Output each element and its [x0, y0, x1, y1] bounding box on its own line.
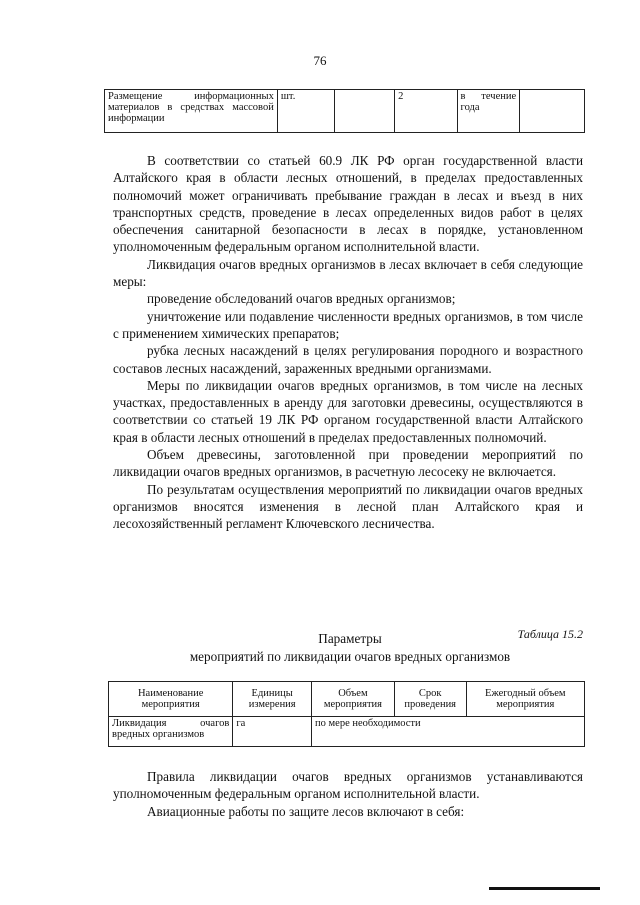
table-cell-extra	[520, 90, 585, 133]
params-title: Параметры	[318, 631, 382, 646]
paragraph: уничтожение или подавление численности вредных организмов, в том числе с применением химических препаратов;	[113, 308, 583, 341]
table-cell-name: Ликвидация очагов вредных организмов	[109, 717, 233, 747]
paragraph: Меры по ликвидации очагов вредных организмов, в том числе на лесных участках, предоставленных в аренду для заготовки древесины, осуществляются в соответствии со статьей 19 ЛК РФ органом государственной власти Алтайского края в области лесных отношений в пределах предоставленных полномочий.	[113, 377, 583, 445]
paragraph: Авиационные работы по защите лесов включают в себя:	[147, 803, 465, 819]
table-cell-quantity: 2	[395, 90, 457, 133]
table-cell-term: в течение года	[457, 90, 520, 133]
table-cell-merged: по мере необходимости	[312, 717, 585, 747]
params-subtitle: мероприятий по ликвидации очагов вредных организмов	[189, 649, 511, 664]
table-cell-empty	[335, 90, 395, 133]
table-cell-name: Размещение информационных материалов в средствах массовой информации	[105, 90, 278, 133]
paragraph: По результатам осуществления мероприятий по ликвидации очагов вредных организмов вносятся изменения в лесной план Алтайского края и лесохозяйственный регламент Ключевского лесничества.	[113, 481, 583, 532]
table-header-row	[109, 682, 585, 717]
params-table	[108, 681, 585, 747]
paragraph: Правила ликвидации очагов вредных организмов устанавливаются уполномоченным федеральным органом исполнительной власти.	[113, 769, 583, 802]
body-text-2	[113, 768, 583, 820]
column-header: Срок проведения	[394, 682, 466, 717]
table-row	[105, 90, 585, 133]
column-header: Ежегодный объем мероприятия	[466, 682, 584, 717]
paragraph: Объем древесины, заготовленной при проведении мероприятий по ликвидации очагов вредных организмов, в расчетную лесосеку не включается.	[113, 447, 583, 480]
paragraph: Ликвидация очагов вредных организмов в лесах включает в себя следующие меры:	[113, 256, 583, 290]
paragraph: проведение обследований очагов вредных организмов;	[147, 291, 456, 307]
paragraph: рубка лесных насаждений в целях регулирования породного и возрастного составов лесных насаждений, зараженных вредными организмами.	[113, 343, 583, 376]
signature-line	[489, 887, 600, 890]
column-header: Единицы измерения	[233, 682, 312, 717]
column-header: Наименование мероприятия	[109, 682, 233, 717]
table-cell-unit: шт.	[277, 90, 334, 133]
table-cell-unit: га	[233, 717, 312, 747]
top-table	[104, 89, 585, 133]
table-caption: Таблица 15.2	[517, 627, 583, 641]
table-row	[109, 717, 585, 747]
paragraph: В соответствии со статьей 60.9 ЛК РФ орган государственной власти Алтайского края в области лесных отношений, в пределах предоставленных полномочий может ограничивать пребывание граждан в лесах и въезд в них транспортных средств, проведение в лесах определенных видов работ в целях обеспечения санитарной безопасности в лесах в порядке, установленном уполномоченным федеральным органом исполнительной власти.	[113, 153, 583, 255]
column-header: Объем мероприятия	[312, 682, 395, 717]
page-number: 76	[313, 53, 327, 68]
body-text-1	[113, 152, 583, 533]
